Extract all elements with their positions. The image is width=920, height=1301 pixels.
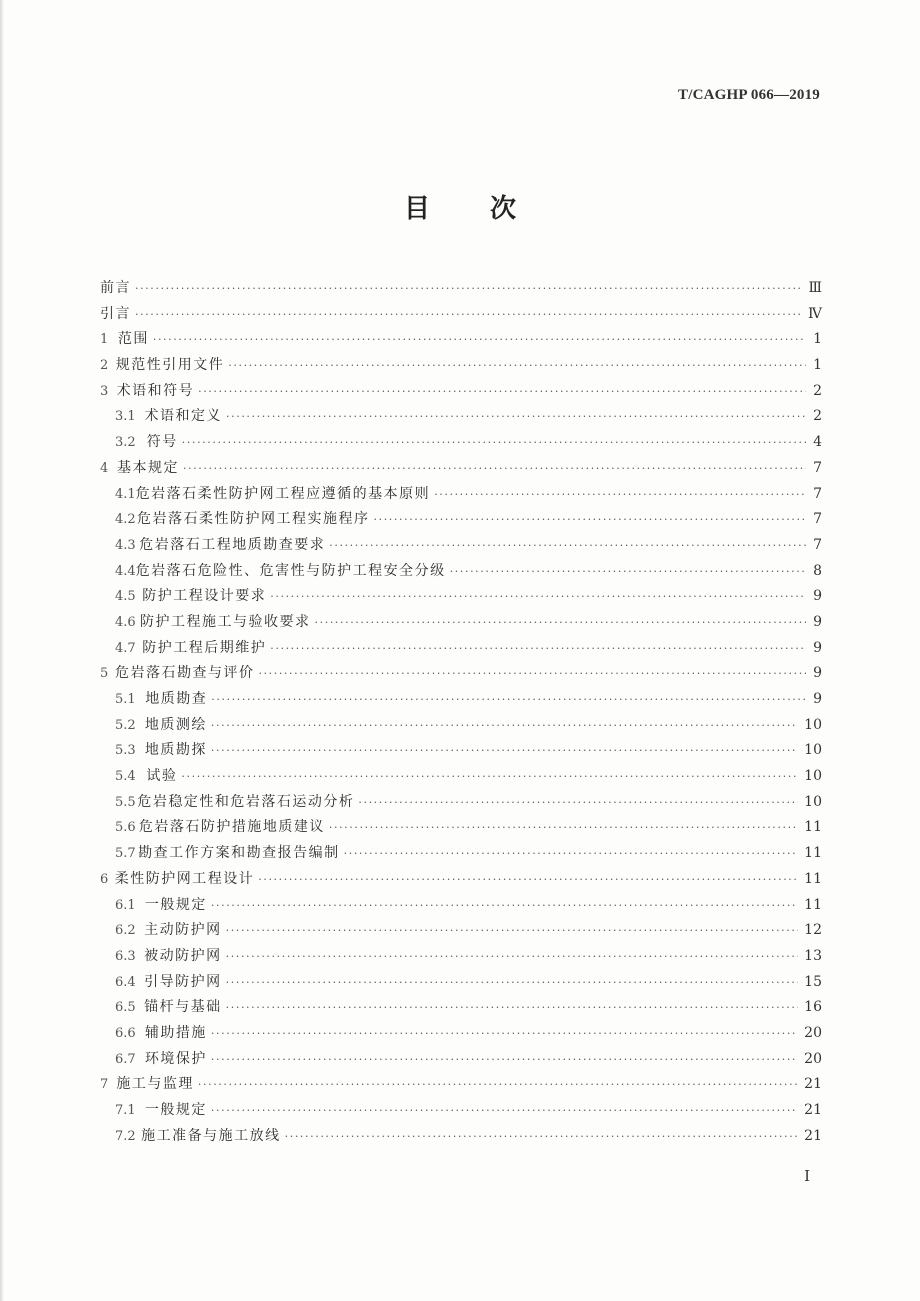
toc-entry-label: 危岩落石勘查与评价 (114, 665, 255, 682)
toc-entry-label: 地质测绘 (144, 716, 207, 733)
toc-entry-label: 辅助措施 (144, 1024, 207, 1041)
toc-leader-dots (135, 276, 802, 302)
toc-entry-number: 5 (100, 666, 109, 682)
toc-entry-page: 21 (804, 1076, 822, 1093)
toc-entry-number: 4.7 (115, 640, 136, 656)
toc-entry-page: 7 (813, 485, 822, 502)
toc-entry-label: 柔性防护网工程设计 (114, 870, 255, 887)
toc-leader-dots (211, 713, 798, 739)
toc-entry-number: 6.2 (115, 923, 136, 939)
toc-entry-number: 6.5 (115, 1000, 136, 1016)
toc-entry-number: 6.1 (115, 897, 136, 913)
toc-entry[interactable] (100, 430, 822, 456)
toc-entry[interactable] (100, 687, 822, 713)
toc-entry-number: 6.4 (115, 974, 136, 990)
toc-entry-label: 主动防护网 (144, 922, 222, 939)
toc-leader-dots (450, 559, 806, 585)
table-of-contents (100, 276, 822, 1149)
toc-leader-dots (211, 893, 798, 919)
toc-entry-label: 引导防护网 (144, 973, 222, 990)
toc-leader-dots (226, 995, 799, 1021)
toc-entry-number: 5.5 (115, 794, 136, 810)
toc-entry-page: 11 (804, 845, 822, 862)
toc-entry-page: 7 (813, 459, 822, 476)
toc-leader-dots (358, 790, 798, 816)
toc-entry-page: 10 (804, 793, 822, 810)
toc-entry-number: 4 (100, 460, 109, 476)
toc-entry-number: 5.3 (115, 743, 136, 759)
toc-entry-label: 地质勘查 (145, 691, 208, 707)
toc-entry-number: 3 (100, 383, 109, 399)
toc-leader-dots (181, 764, 798, 790)
toc-leader-dots (285, 1124, 799, 1150)
toc-entry-label: 危岩落石防护措施地质建议 (138, 819, 325, 836)
toc-entry[interactable] (100, 327, 822, 353)
toc-entry-page: 11 (804, 819, 822, 836)
toc-entry-number: 1 (100, 332, 109, 348)
toc-leader-dots (198, 1072, 798, 1098)
toc-entry-label: 勘查工作方案和勘查报告编制 (138, 845, 340, 862)
toc-entry-page: 9 (813, 639, 822, 656)
toc-entry-label: 危岩落石柔性防护网工程应遵循的基本原则 (135, 485, 431, 502)
toc-entry-page: Ⅲ (808, 280, 822, 296)
toc-entry-page: 7 (813, 536, 822, 553)
toc-entry-number: 4.2 (115, 512, 136, 528)
toc-entry-label: 符号 (146, 434, 178, 451)
toc-entry-page: 11 (804, 870, 822, 887)
toc-entry-label: 环境保护 (144, 1050, 207, 1067)
toc-entry-label: 一般规定 (144, 1102, 207, 1118)
toc-entry-number: 5.1 (115, 692, 136, 707)
toc-entry-label: 试验 (146, 768, 178, 785)
toc-leader-dots (434, 482, 806, 508)
toc-entry[interactable] (100, 404, 822, 430)
toc-entry[interactable] (100, 533, 822, 559)
toc-entry-page: 8 (813, 562, 822, 579)
toc-leader-dots (182, 430, 806, 456)
toc-entry-number: 4.6 (115, 614, 136, 630)
toc-leader-dots (211, 687, 806, 713)
toc-entry-page: 15 (804, 973, 822, 990)
toc-entry-label: 前言 (100, 280, 131, 296)
toc-entry-page: 10 (804, 716, 822, 733)
toc-entry-label: 规范性引用文件 (115, 357, 225, 374)
toc-entry-number: 7 (100, 1077, 109, 1093)
toc-entry-page: 10 (804, 768, 822, 785)
toc-entry-number: 5.6 (115, 820, 136, 836)
toc-entry-number: 3.2 (115, 435, 136, 451)
toc-entry-label: 锚杆与基础 (144, 999, 222, 1016)
toc-leader-dots (135, 302, 802, 328)
toc-entry-number: 2 (100, 358, 109, 374)
toc-entry-number: 4.4 (115, 563, 136, 579)
toc-entry[interactable] (100, 456, 822, 482)
toc-leader-dots (211, 1047, 798, 1073)
toc-leader-dots (211, 1021, 798, 1047)
toc-entry-page: 20 (804, 1050, 822, 1067)
toc-entry-number: 6.6 (115, 1025, 136, 1041)
toc-entry[interactable] (100, 661, 822, 687)
toc-entry-label: 被动防护网 (144, 947, 222, 964)
toc-entry-label: 危岩落石工程地质勘查要求 (139, 536, 326, 553)
toc-entry[interactable] (100, 302, 822, 328)
toc-entry-number: 6.7 (115, 1051, 136, 1067)
toc-leader-dots (258, 661, 806, 687)
toc-entry[interactable] (100, 893, 822, 919)
toc-entry[interactable] (100, 507, 822, 533)
toc-entry-number: 5.2 (115, 717, 136, 733)
toc-entry-label: 防护工程设计要求 (142, 588, 267, 605)
toc-leader-dots (226, 944, 799, 970)
toc-entry-page: 9 (813, 691, 822, 707)
toc-leader-dots (270, 584, 806, 610)
toc-entry-page: 2 (813, 408, 822, 425)
toc-entry-number: 3.1 (115, 409, 136, 425)
toc-entry[interactable] (100, 584, 822, 610)
toc-entry-label: 基本规定 (117, 459, 180, 476)
toc-entry[interactable] (100, 1072, 822, 1098)
toc-entry-page: 21 (804, 1102, 822, 1118)
toc-entry-page: 7 (813, 511, 822, 528)
toc-leader-dots (329, 533, 806, 559)
toc-entry-page: 13 (804, 947, 822, 964)
toc-entry-label: 危岩落石柔性防护网工程实施程序 (137, 511, 370, 528)
toc-entry-label: 地质勘探 (144, 742, 207, 759)
toc-entry[interactable] (100, 353, 822, 379)
toc-entry[interactable] (100, 815, 822, 841)
toc-entry-number: 6 (100, 871, 109, 887)
toc-entry-number: 7.2 (115, 1128, 136, 1144)
document-code: T/CAGHP 066—2019 (678, 87, 820, 103)
toc-entry-number: 5.4 (115, 769, 136, 785)
toc-leader-dots (211, 1098, 798, 1124)
toc-leader-dots (374, 507, 806, 533)
toc-entry[interactable] (100, 1098, 822, 1124)
toc-entry-page: 11 (804, 896, 822, 913)
toc-leader-dots (315, 610, 806, 636)
toc-entry-label: 防护工程施工与验收要求 (140, 613, 311, 630)
toc-entry[interactable] (100, 867, 822, 893)
toc-entry[interactable] (100, 918, 822, 944)
toc-leader-dots (228, 353, 806, 379)
toc-leader-dots (344, 841, 799, 867)
toc-entry-label: 施工与监理 (116, 1076, 194, 1093)
toc-entry[interactable] (100, 841, 822, 867)
toc-entry[interactable] (100, 970, 822, 996)
toc-entry-number: 4.1 (115, 486, 136, 502)
toc-entry-page: 21 (804, 1127, 822, 1144)
toc-entry-page: 2 (813, 382, 822, 399)
toc-leader-dots (183, 456, 806, 482)
toc-entry[interactable] (100, 738, 822, 764)
toc-entry-label: 危岩稳定性和危岩落石运动分析 (137, 793, 355, 810)
toc-entry-label: 一般规定 (144, 896, 207, 913)
toc-entry-number: 4.3 (115, 537, 136, 553)
toc-entry-number: 5.7 (115, 846, 136, 862)
toc-entry[interactable] (100, 790, 822, 816)
toc-entry-number: 4.5 (115, 589, 136, 605)
toc-entry-number: 7.1 (115, 1103, 136, 1118)
footer-page-number: I (804, 1167, 810, 1185)
toc-entry[interactable] (100, 1124, 822, 1150)
page-title: 目次 (403, 194, 576, 224)
toc-leader-dots (198, 379, 806, 405)
toc-entry[interactable] (100, 379, 822, 405)
toc-entry-page: 1 (813, 331, 822, 348)
toc-leader-dots (329, 815, 798, 841)
toc-entry[interactable] (100, 1047, 822, 1073)
toc-entry-page: 9 (813, 588, 822, 605)
toc-entry-label: 术语和符号 (116, 382, 195, 399)
toc-entry[interactable] (100, 713, 822, 739)
toc-leader-dots (226, 918, 799, 944)
toc-leader-dots (226, 404, 806, 430)
toc-entry[interactable] (100, 995, 822, 1021)
toc-entry[interactable] (100, 1021, 822, 1047)
toc-leader-dots (153, 327, 806, 353)
toc-entry-label: 术语和定义 (144, 408, 223, 425)
toc-entry-number: 6.3 (115, 948, 136, 964)
toc-entry[interactable] (100, 559, 822, 585)
toc-entry-page: 16 (804, 999, 822, 1016)
toc-entry-label: 防护工程后期维护 (142, 639, 267, 656)
toc-entry-page: 1 (813, 357, 822, 374)
toc-entry[interactable] (100, 944, 822, 970)
toc-entry-label: 危岩落石危险性、危害性与防护工程安全分级 (135, 562, 446, 579)
toc-leader-dots (226, 970, 799, 996)
toc-entry[interactable] (100, 610, 822, 636)
toc-entry-label: 范围 (117, 331, 149, 348)
toc-entry[interactable] (100, 764, 822, 790)
toc-entry[interactable] (100, 276, 822, 302)
toc-entry-page: Ⅳ (808, 305, 822, 322)
toc-entry[interactable] (100, 636, 822, 662)
toc-leader-dots (211, 738, 798, 764)
toc-leader-dots (270, 636, 806, 662)
toc-entry[interactable] (100, 482, 822, 508)
toc-entry-label: 施工准备与施工放线 (141, 1127, 281, 1144)
toc-entry-page: 20 (804, 1024, 822, 1041)
toc-leader-dots (258, 867, 798, 893)
toc-entry-page: 10 (804, 742, 822, 759)
toc-entry-label: 引言 (100, 305, 131, 322)
toc-entry-page: 4 (813, 434, 822, 451)
toc-entry-page: 12 (804, 922, 822, 939)
toc-entry-page: 9 (813, 613, 822, 630)
toc-entry-page: 9 (813, 665, 822, 682)
